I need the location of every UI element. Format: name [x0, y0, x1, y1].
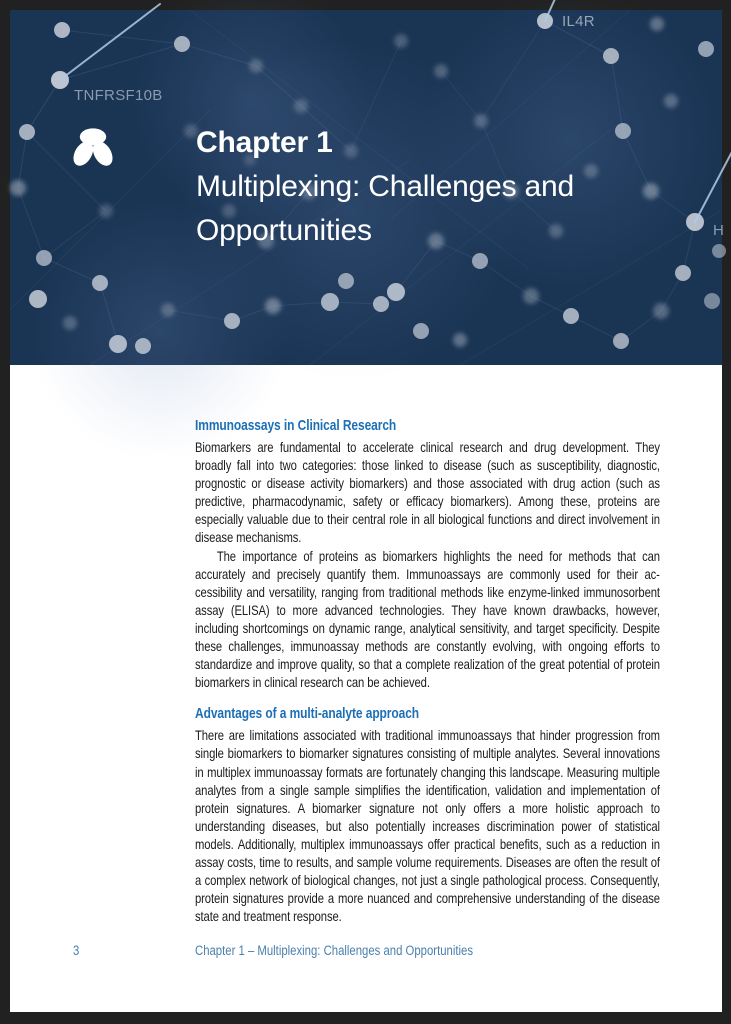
document-page [10, 10, 725, 1012]
paragraph: There are limitations associated with traditional immunoassays that hinder progression from single biomarkers to biomarker signatures consisting of multiple analytes. Several innovations in multiplex immunoassay formats are fortunately changing this landscape. Measuring multiple analytes from a single sample simplifies the identification, validation and implementation of protein signatures. A biomarker signature not only offers a more holistic approach to understanding diseases, but also potentially increases discrimination power of statistical models. Additionally, multiplex immunoassays offer practical benefits, such as a reduction in assay costs, time to results, and sample volume requirements. Diseases are often the result of a complex network of biological changes, not just a single pathological process. Consequently, protein signatures provide a more nuanced and comprehensive understanding of the disease state and treatment response. [195, 727, 660, 925]
paragraph: Biomarkers are fundamental to accelerate clinical research and drug development. They broadly fall into two categories: those linked to disease (such as susceptibility, diagnostic, prognostic or disease activity biomarkers) and those associated with drug action (such as predictive, pharmacodynamic, safety or efficacy biomarkers). Among these, proteins are especially valuable due to their central role in all biological functions and direct involvement in disease mechanisms. [195, 439, 660, 546]
section-heading: Immunoassays in Clinical Research [195, 418, 397, 434]
chapter-title: Multiplexing: Challenges and Opportunities [196, 170, 574, 247]
section-heading: Advantages of a multi-analyte approach [195, 706, 420, 723]
trefoil-logo-icon [72, 127, 114, 169]
network-node-label-partial: H [713, 222, 725, 239]
section-immunoassays [195, 417, 660, 691]
body-text-column [195, 417, 660, 925]
page-number: 3 [73, 943, 80, 958]
footer-chapter-reference: Chapter 1 – Multiplexing: Challenges and Opportunities [195, 943, 474, 958]
network-node-label-tnfrsf10b: TNFRSF10B [74, 87, 163, 104]
section-multi-analyte [195, 705, 660, 925]
page-footer [10, 943, 722, 963]
chapter-header [10, 10, 725, 365]
chapter-number: Chapter 1 [196, 126, 333, 159]
paragraph: The importance of proteins as biomarkers highlights the need for methods that can accurately and precisely quantify them. Immunoassays are commonly used for their accessibility and versatility, ranging from traditional methods like enzyme-linked immunosorbent assay (ELISA) to more advanced technologies. They have known drawbacks, however, including shortcomings on dynamic range, analytical sensitivity, and target specificity. Despite these challenges, immunoassay methods are constantly evolving, with ongoing efforts to standardize and improve quality, so that a complete realization of the great potential of protein biomarkers in clinical research can be achieved. [195, 547, 660, 691]
chapter-title-block [196, 121, 598, 253]
network-node-label-il4r: IL4R [562, 13, 595, 30]
